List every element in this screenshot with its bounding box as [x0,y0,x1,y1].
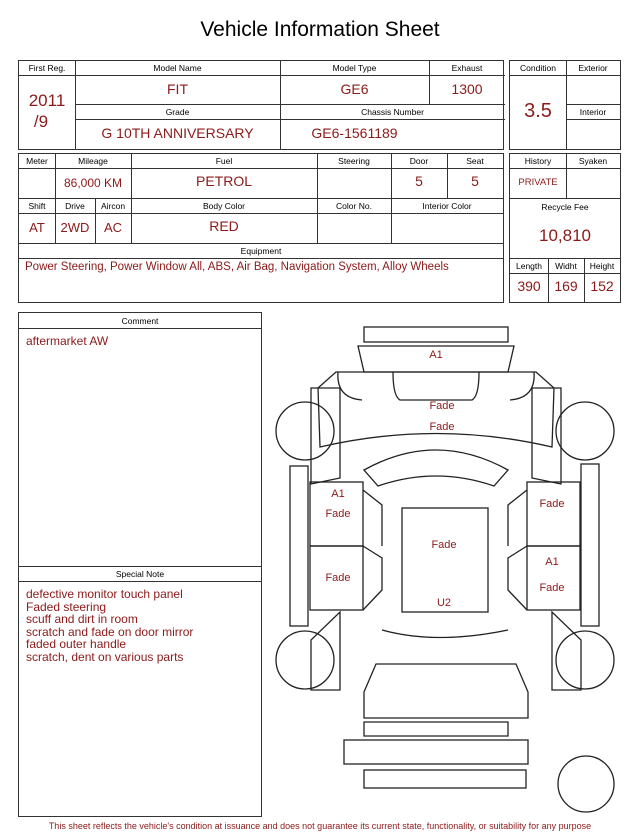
syaken-label: Syaken [578,156,608,166]
specs-block [18,153,504,303]
page-title: Vehicle Information Sheet [200,18,440,41]
body-color-value: RED [209,218,239,234]
meter-label: Meter [26,156,48,166]
first-reg-label: First Reg. [28,63,66,73]
basic-info-block [18,60,504,150]
length-value: 390 [517,278,541,294]
damage-mark: U2 [436,597,452,609]
model-name-label: Model Name [153,63,202,73]
car-damage-diagram [268,318,624,818]
equipment-label: Equipment [240,246,282,256]
drive-label: Drive [65,201,85,211]
drive-value: 2WD [60,220,90,235]
damage-mark: A1 [429,349,443,361]
condition-label: Condition [520,63,556,73]
height-value: 152 [590,278,614,294]
model-type-value: GE6 [340,81,369,97]
damage-mark: Fade [431,539,457,551]
windshield-part [364,450,508,486]
exterior-label: Exterior [578,63,608,73]
fuel-label: Fuel [215,156,233,166]
trunk-part [364,664,528,718]
condition-value: 3.5 [524,100,552,122]
damage-mark: Fade [325,508,351,520]
condition-block [509,60,621,150]
damage-mark: Fade [539,498,565,510]
damage-mark: Fade [325,572,351,584]
fuel-value: PETROL [195,173,252,189]
equipment-value: Power Steering, Power Window All, ABS, Air Bag, Navigation System, Alloy Wheels [25,261,449,273]
length-label: Length [516,261,542,271]
recycle-fee-value: 10,810 [539,226,591,245]
mileage-value: 86,000 KM [63,176,123,190]
shift-label: Shift [28,201,46,211]
damage-mark: Fade [429,400,455,412]
width-label: Widht [555,261,577,271]
steering-label: Steering [338,156,370,166]
special-note-label: Special Note [115,569,165,579]
exhaust-label: Exhaust [451,63,483,73]
front-bumper-part [364,327,508,342]
grade-label: Grade [165,107,190,117]
special-note-line: scratch and fade on door mirror [26,624,194,639]
comment-line: aftermarket AW [26,334,109,348]
special-note-line: scuff and dirt in room [26,612,138,626]
damage-mark: Fade [429,421,455,433]
history-block [509,153,621,303]
mileage-label: Mileage [78,156,108,166]
color-no-label: Color No. [336,201,372,211]
special-note-line: faded outer handle [26,637,127,651]
spare-wheel [558,756,614,812]
first-reg-month: /9 [33,112,49,131]
model-type-label: Model Type [332,63,377,73]
height-label: Height [589,261,615,271]
right-front-door-part [527,482,580,546]
rear-panel-part [364,722,508,736]
front-left-wheel [276,402,334,460]
interior-color-label: Interior Color [422,201,472,211]
door-value: 5 [415,173,423,189]
damage-mark: A1 [331,488,345,500]
front-right-wheel [556,402,614,460]
comment-block [18,312,262,817]
rear-right-wheel [556,631,614,689]
width-value: 169 [554,278,578,294]
rear-left-wheel [276,631,334,689]
history-value: PRIVATE [518,177,558,188]
exhaust-value: 1300 [451,81,483,97]
history-label: History [524,156,552,166]
special-note-line: defective monitor touch panel [26,587,183,601]
aircon-label: Aircon [100,201,126,211]
rear-bumper-part [344,740,528,764]
door-label: Door [409,156,429,166]
special-note-line: Faded steering [26,599,107,614]
aircon-value: AC [103,220,123,235]
first-reg-year: 2011 [28,91,66,110]
chassis-number-label: Chassis Number [361,107,424,117]
damage-mark: A1 [545,556,559,568]
comment-label: Comment [121,316,159,326]
damage-mark: Fade [539,582,565,594]
grade-value: G 10TH ANNIVERSARY [101,125,254,141]
seat-value: 5 [471,173,479,189]
seat-label: Seat [466,156,484,166]
special-note-line: scratch, dent on various parts [26,649,184,664]
body-color-label: Body Color [202,201,246,211]
chassis-number-value: GE6-1561189 [311,125,398,141]
disclaimer: This sheet reflects the vehicle's condition at issuance and does not guarantee its current state, functionality, or suitability for any purpose [48,821,592,831]
recycle-fee-label: Recycle Fee [541,202,589,212]
shift-value: AT [29,220,45,235]
model-name-value: FIT [167,81,188,97]
interior-label: Interior [579,107,607,117]
